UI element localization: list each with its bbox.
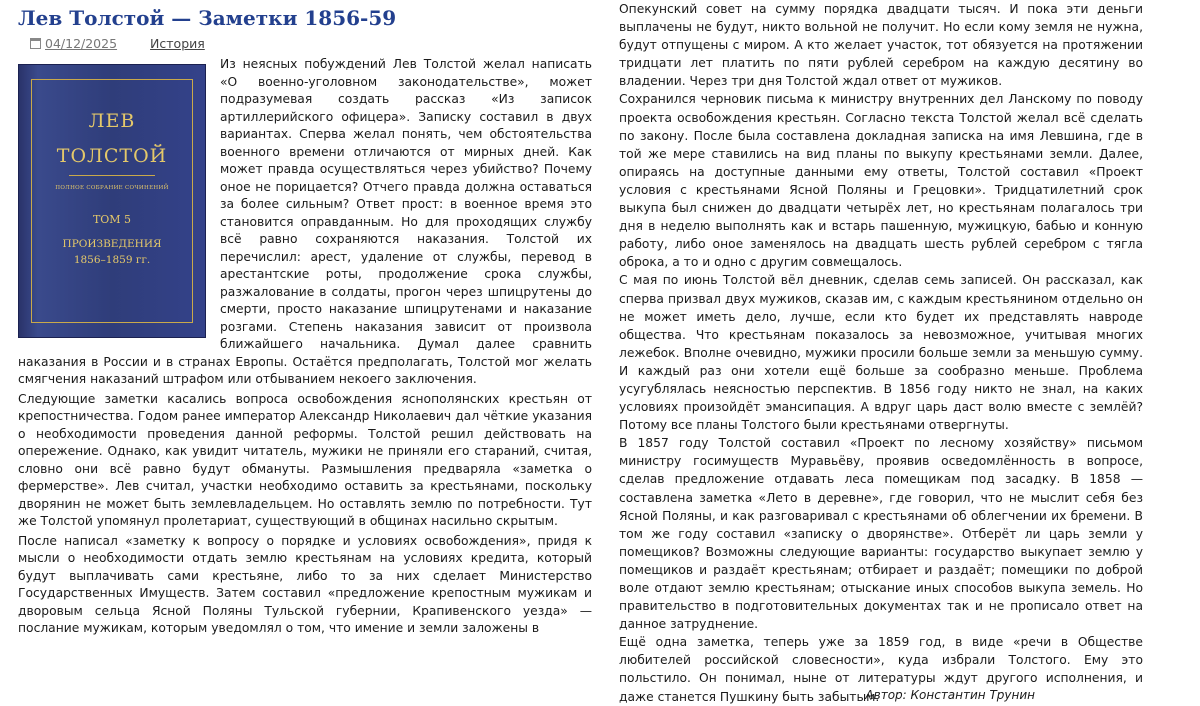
cover-author-last: ТОЛСТОЙ (56, 145, 168, 167)
paragraph: Следующие заметки касались вопроса освобождения яснополянских крестьян от крепостничества. Годом ранее император Александр Николаевич дал чёткие указания о необходимости проведения данной реформы. Толстой решил действовать на опережение. Однако, как увидит читатель, мужики не приняли его стараний, считая, словно они всё равно будут обмануты. Размышления предваряла «заметка о фермерстве». Лев считал, участки необходимо оставить за крестьянами, поскольку дворянин не может быть землевладельцем. Но оставлять землю по потребности. Тут же Толстой упомянул пролетариат, существующий в общинах насильно скрытым. (18, 391, 592, 528)
cover-years: 1856–1859 гг. (73, 254, 151, 266)
article-meta (18, 32, 592, 54)
paragraph: С мая по июнь Толстой вёл дневник, сделав семь записей. Он рассказал, как сперва призвал двух мужиков, сказав им, с каждым крестьянином отдельно он не может иметь дело, лучше, если кто будет их представлять навроде общества. Что крестьянам показалось за невозможное, учитывая многих лежебок. Вполне очевидно, мужики просили больше земли за меньшую сумму. И каждый раз они хотели ещё больше за сообразно меньше. Проблема усугублялась неясностью перспектив. В 1856 году никто не знал, на каких условиях произойдёт эмансипация. А вдруг царь даст волю вместе с землёй? Потому все планы Толстого были крестьянами отвергнуты. (619, 273, 1143, 433)
paragraph: В 1857 году Толстой составил «Проект по лесному хозяйству» письмом министру госимуществ Муравьёву, проявив осведомлённость в вопросе, сделав предложение отдавать леса помещикам под засадку. В 1858 — составлена заметка «Лето в деревне», где говорил, что не мыслит себя без Ясной Поляны, и как разговаривал с крестьянами об облегчении их бремени. В том же году составил «записку о дворянстве». Отберёт ли царь земли у помещиков? Возможны следующие варианты: государство выкупает землю у помещиков и раздаёт крестьянам; отбирает и раздаёт; помещики по доброй воле отдают землю крестьянам; отыскание иных способов выкупа земель. Но правительство в подготовительных документах так и не прописало ответ на данное затруднение. (619, 436, 1143, 632)
cover-volume: ТОМ 5 (92, 213, 132, 226)
left-column (18, 4, 592, 675)
cover-author-first: ЛЕВ (88, 110, 136, 132)
paragraph: Сохранился черновик письма к министру внутренних дел Ланскому по поводу проекта освобождения крестьян. Согласно текста Толстой желал всё сделать по закону. После была составлена докладная записка на имя Левшина, где в той же мере ставились на вид планы по выкупу крестьянами земли. Далее, опираясь на доступные данными ему ответы, Толстой составил «Проект условия с крестьянами Ясной Поляны и Грецовки». Тридцатилетний срок выкупа был снижен до двадцати четырёх лет, но крестьянам полагалось три дня в неделю выполнять как и встарь пашенную, мужицкую, бабью и конную работу, либо оное заменялось на двадцать шесть рублей серебром с тягла оброка, а то и одно с другим совмещалось. (619, 92, 1143, 270)
article-author: Автор: Константин Трунин (865, 687, 1035, 702)
calendar-icon (30, 38, 41, 49)
cover-works: ПРОИЗВЕДЕНИЯ (62, 238, 162, 250)
paragraph: После написал «заметку к вопросу о порядке и условиях освобождения», придя к мысли о необходимости отдать землю крестьянам на условиях кредита, который будут выплачивать сами крестьяне, либо то за них сделает Министерство Государственных Имуществ. Затем составил «предложение крепостным мужикам и дворовым сельца Ясной Поляны Тульской губернии, Крапивенского уезда» — послание мужикам, которым уведомлял о том, что имение и земли заложены в (18, 533, 592, 635)
cover-series: ПОЛНОЕ СОБРАНИЕ СОЧИНЕНИЙ (55, 185, 169, 191)
cover-divider (69, 175, 155, 176)
category-link[interactable]: История (150, 35, 205, 51)
paragraph: Ещё одна заметка, теперь уже за 1859 год, в виде «речи в Обществе любителей российской словесности», куда избрали Толстого. Ему это польстило. Он понимал, ныне от литературы ждут другого исполнения, и даже станется Пушкину быть забытым. (619, 635, 1143, 704)
article-date[interactable]: 04/12/2025 (45, 35, 118, 51)
book-cover-image (18, 64, 206, 338)
paragraph: Из неясных побуждений Лев Толстой желал написать «О военно-уголовном законодательстве», может подразумевая создать рассказ «Из записок артиллерийского офицера». Записку составил в двух вариантах. Сперва желал понять, чем обстоятельства военного времени отличаются от мирных дней. Как может правда осуществляться через убийство? Почему оное не порицается? Отчего правда должна оставаться за более сильным? Ответ прост: в военное время это становится оправданным. Но для проходящих службу всё равно сохраняются наказания. Толстой их перечислил: арест, удаление от службы, перевод в арестантские роты, продолжение срока службы, разжалование в солдаты, прогон через шпицрутены до смерти, просто наказание шпицрутенами и наказание розгами. Степень наказания зависит от произвола ближайшего начальника. Думал далее сравнить наказания в России и в странах Европы. Остаётся предполагать, Толстой мог желать смягчения наказаний штрафом или отбыванием некоего заключения. (18, 57, 592, 386)
article-title[interactable]: Лев Толстой — Заметки 1856-59 (18, 6, 397, 30)
paragraph: Опекунский совет на сумму порядка двадцати тысяч. И пока эти деньги выплачены не будут, никто вольной не получит. Но если кому земля не нужна, будут отпущены с миром. А кто желает участок, тот обязуется на протяжении тридцати лет платить по пяти рублей серебром на каждую десятину во владении. Через три дня Толстой ждал ответ от мужиков. (619, 2, 1143, 89)
right-column (619, 0, 1143, 704)
